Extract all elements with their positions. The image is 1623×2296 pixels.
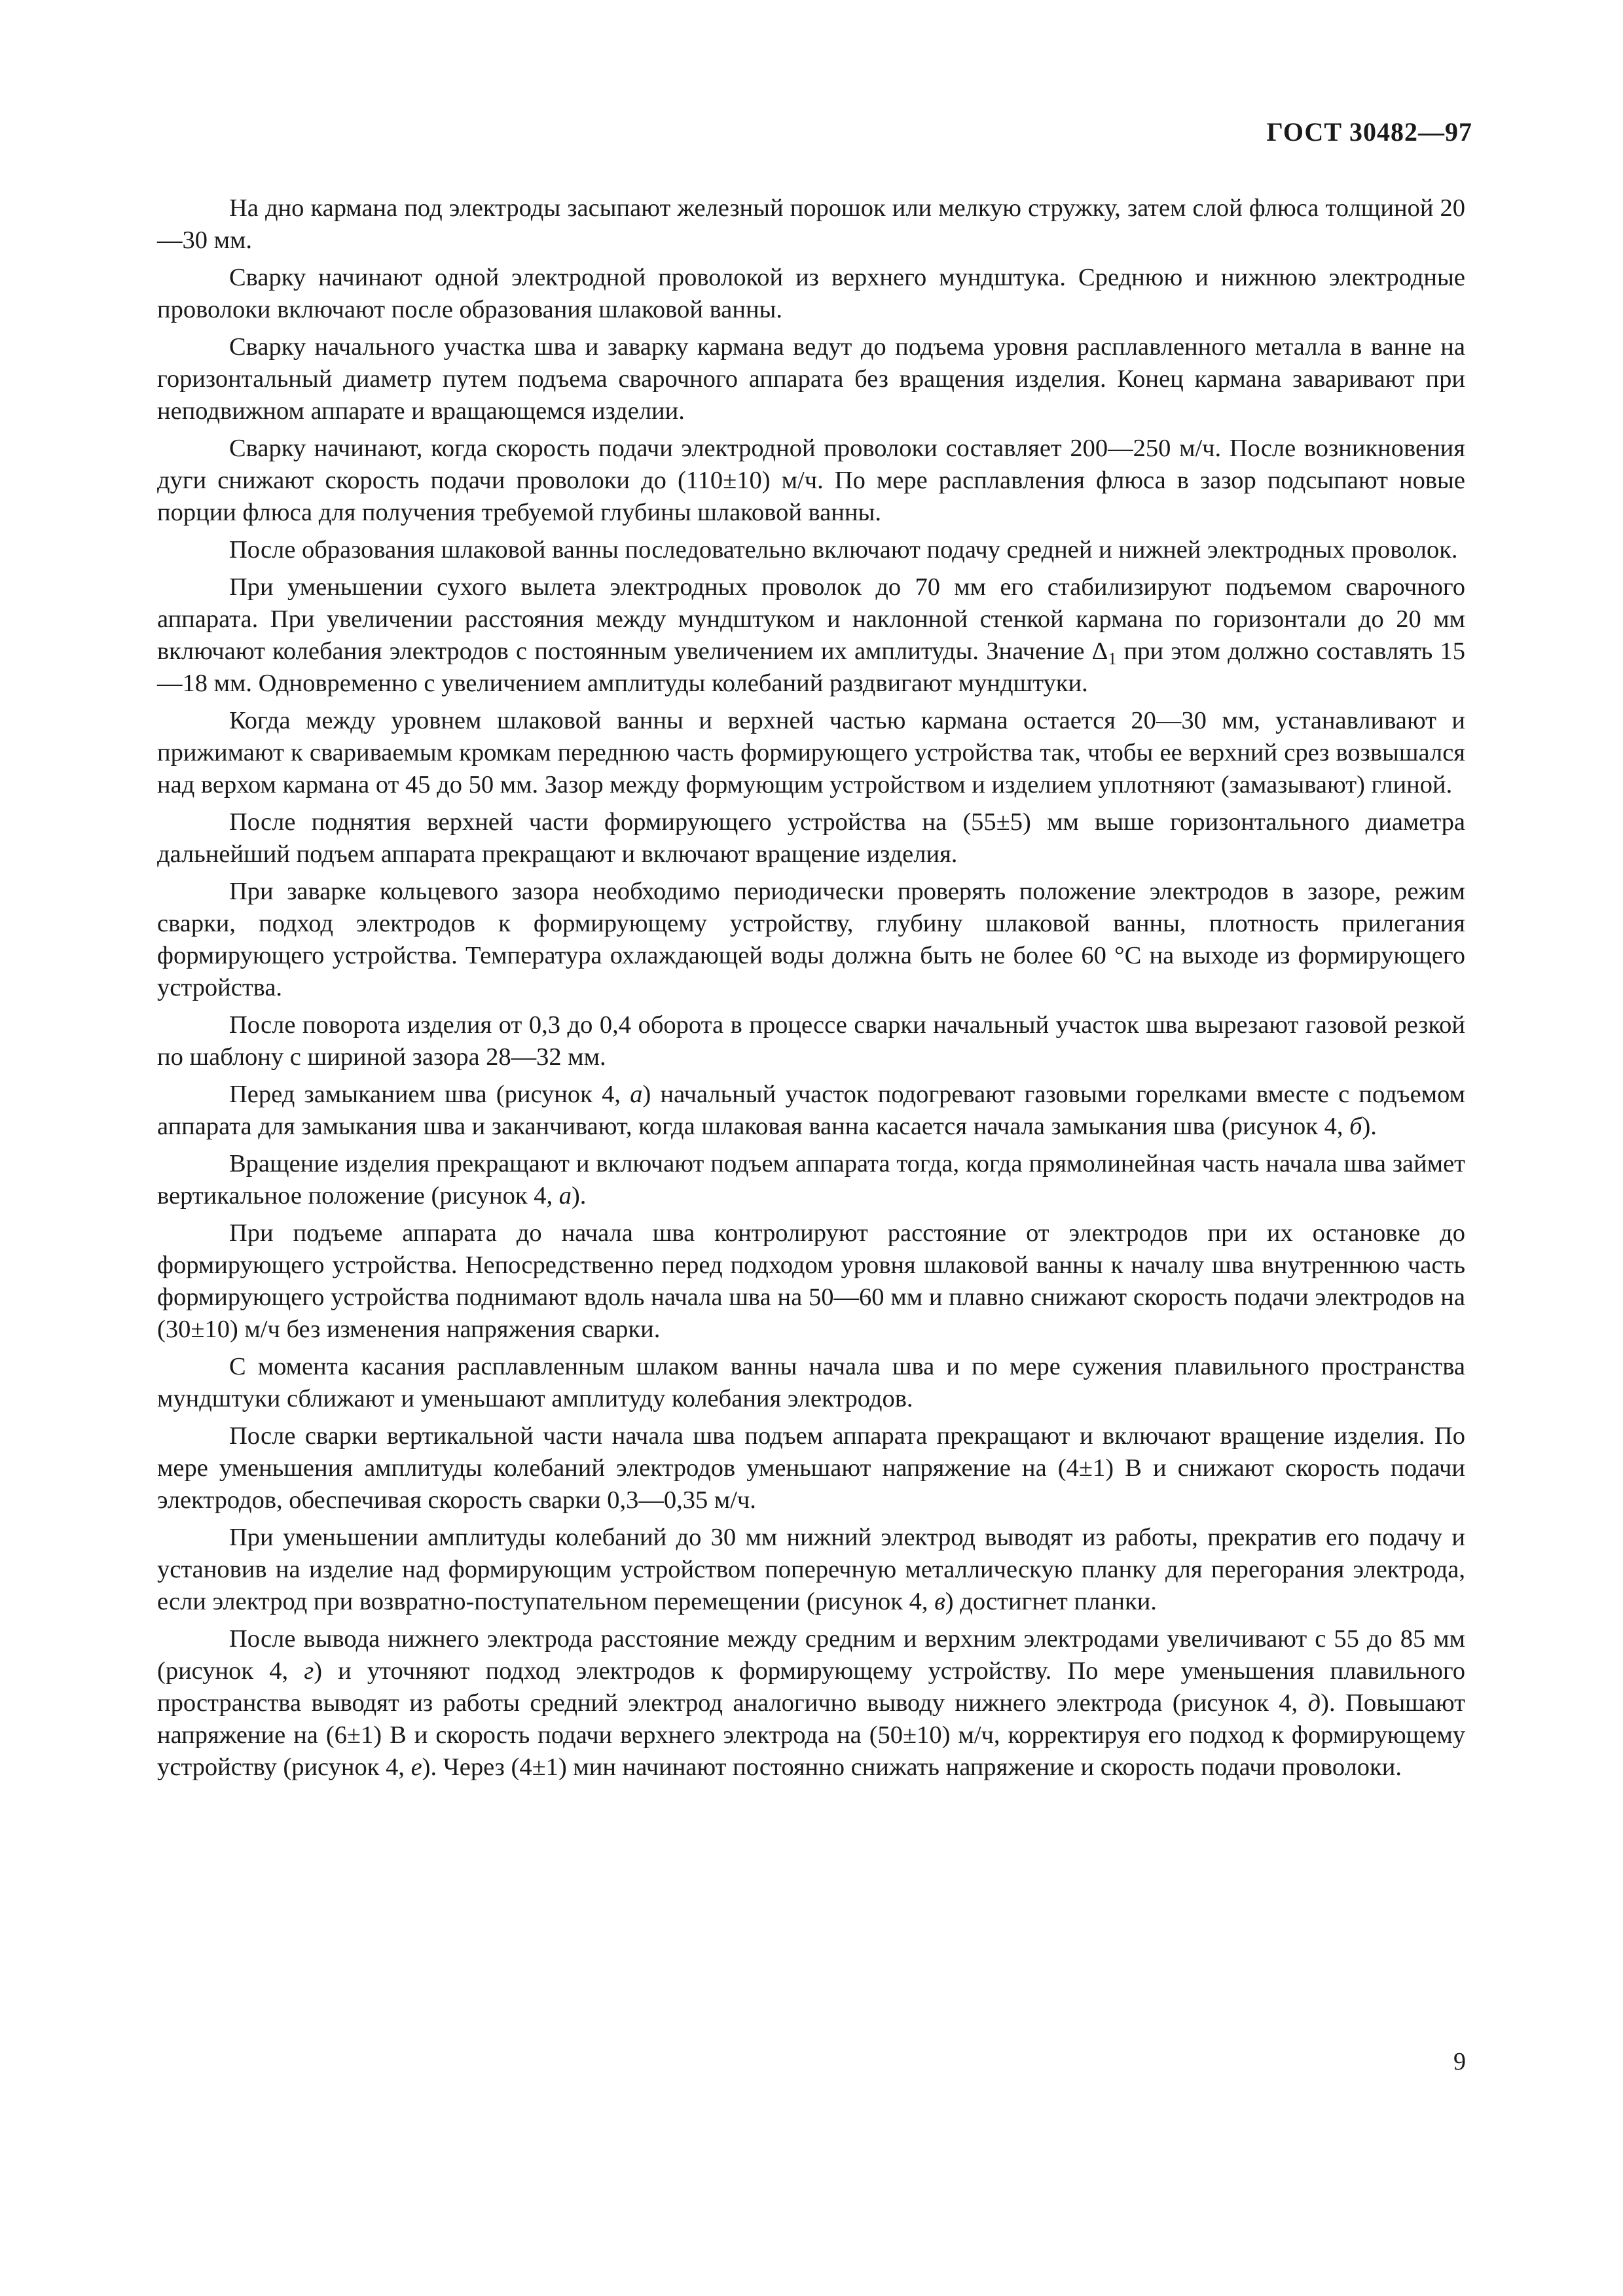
figure-ref-letter: б: [1349, 1113, 1362, 1140]
delta-subscript: 1: [1108, 649, 1117, 668]
paragraph-11-text-c: ).: [1362, 1113, 1377, 1140]
paragraph-1: На дно кармана под электроды засыпают железный порошок или мелкую стружку, затем слой флюса толщиной 20—30 мм.: [157, 194, 1465, 254]
paragraph-12: [157, 1148, 1465, 1212]
paragraph-14: С момента касания расплавленным шлаком ванны начала шва и по мере сужения плавильного пространства мундштуки сближают и уменьшают амплитуду колебания электродов.: [157, 1353, 1465, 1412]
paragraph-6-text-a: При уменьшении сухого вылета электродных проволок до 70 мм его стабилизируют подъемом сварочного аппарата. При увеличении расстояния между мундштуком и наклонной стенкой кармана по горизонтали до 20 мм включают колебания электродов с постоянным увеличением их амплитуды. Значение Δ: [157, 573, 1465, 665]
paragraph-11: [157, 1079, 1465, 1143]
paragraph-12-text-a: Вращение изделия прекращают и включают подъем аппарата тогда, когда прямолинейная часть начала шва займет вертикальное положение (рисунок 4,: [157, 1150, 1465, 1210]
figure-ref-letter: д: [1307, 1689, 1321, 1717]
figure-ref-letter: а: [558, 1182, 572, 1210]
paragraph-12-text-b: ).: [571, 1182, 587, 1210]
paragraph-11-text-a: Перед замыканием шва (рисунок 4,: [229, 1081, 630, 1108]
paragraph-9: При заварке кольцевого зазора необходимо периодически проверять положение электродов в зазоре, режим сварки, подход электродов к формирующему устройству, глубину шлаковой ванны, плотность прилегания формирующего устройства. Температура охлаждающей воды должна быть не более 60 °С на выходе из формирующего устройства.: [157, 878, 1465, 1001]
paragraph-15: После сварки вертикальной части начала шва подъем аппарата прекращают и включают вращение изделия. По мере уменьшения амплитуды колебаний электродов уменьшают напряжение на (4±1) В и снижают скорость подачи электродов, обеспечивая скорость сварки 0,3—0,35 м/ч.: [157, 1422, 1465, 1514]
figure-ref-letter: е: [410, 1753, 422, 1781]
page-number: 9: [1453, 2048, 1466, 2075]
paragraph-11-text-b: ) начальный участок подогревают газовыми горелками вместе с подъемом аппарата для замыкания шва и заканчивают, когда шлаковая ванна касается начала замыкания шва (рисунок 4,: [157, 1081, 1465, 1140]
paragraph-17-text-a: После вывода нижнего электрода расстояние между средним и верхним электродами увеличивают с 55 до 85 мм (рисунок 4,: [157, 1625, 1465, 1685]
figure-ref-letter: г: [304, 1657, 314, 1685]
paragraph-17-text-d: ). Через (4±1) мин начинают постоянно снижать напряжение и скорость подачи проволоки.: [422, 1753, 1402, 1781]
figure-ref-letter: в: [934, 1588, 945, 1615]
figure-ref-letter: а: [630, 1081, 643, 1108]
paragraph-8: После поднятия верхней части формирующего устройства на (55±5) мм выше горизонтального диаметра дальнейший подъем аппарата прекращают и включают вращение изделия.: [157, 808, 1465, 868]
paragraph-6: [157, 571, 1465, 700]
paragraph-7: Когда между уровнем шлаковой ванны и верхней частью кармана остается 20—30 мм, устанавливают и прижимают к свариваемым кромкам переднюю часть формирующего устройства так, чтобы ее верхний срез возвышался над верхом кармана от 45 до 50 мм. Зазор между формующим устройством и изделием уплотняют (замазывают) глиной.: [157, 707, 1465, 798]
paragraph-17: [157, 1623, 1465, 1784]
paragraph-13: При подъеме аппарата до начала шва контролируют расстояние от электродов при их остановке до формирующего устройства. Непосредственно перед подходом уровня шлаковой ванны к началу шва внутреннюю часть формирующего устройства поднимают вдоль начала шва на 50—60 мм и плавно снижают скорость подачи электродов на (30±10) м/ч без изменения напряжения сварки.: [157, 1219, 1465, 1343]
paragraph-4: Сварку начинают, когда скорость подачи электродной проволоки составляет 200—250 м/ч. После возникновения дуги снижают скорость подачи проволоки до (110±10) м/ч. По мере расплавления флюса в зазор подсыпают новые порции флюса для получения требуемой глубины шлаковой ванны.: [157, 435, 1465, 526]
paragraph-16: [157, 1522, 1465, 1618]
paragraph-16-text-a: При уменьшении амплитуды колебаний до 30 мм нижний электрод выводят из работы, прекратив его подачу и установив на изделие над формирующим устройством поперечную металлическую планку для перегорания электрода, если электрод при возвратно-поступательном перемещении (рисунок 4,: [157, 1524, 1465, 1615]
paragraph-17-text-b: ) и уточняют подход электродов к формирующему устройству. По мере уменьшения плавильного пространства выводят из работы средний электрод аналогично выводу нижнего электрода (рисунок 4,: [157, 1657, 1465, 1717]
paragraph-2: Сварку начинают одной электродной проволокой из верхнего мундштука. Среднюю и нижнюю электродные проволоки включают после образования шлаковой ванны.: [157, 264, 1465, 323]
paragraph-5: После образования шлаковой ванны последовательно включают подачу средней и нижней электродных проволок.: [229, 536, 1458, 564]
paragraph-6-text-b: при этом должно составлять 15—18 мм. Одновременно с увеличением амплитуды колебаний раздвигают мундштуки.: [157, 637, 1465, 697]
paragraph-16-text-b: ) достигнет планки.: [945, 1588, 1157, 1615]
paragraph-3: Сварку начального участка шва и заварку кармана ведут до подъема уровня расплавленного металла в ванне на горизонтальный диаметр путем подъема сварочного аппарата без вращения изделия. Конец кармана заваривают при неподвижном аппарате и вращающемся изделии.: [157, 333, 1465, 425]
paragraph-17-text-c: ). Повышают напряжение на (6±1) В и скорость подачи верхнего электрода на (50±10) м/ч, корректируя его подход к формирующему устройству (рисунок 4,: [157, 1689, 1465, 1781]
paragraph-10: После поворота изделия от 0,3 до 0,4 оборота в процессе сварки начальный участок шва вырезают газовой резкой по шаблону с шириной зазора 28—32 мм.: [157, 1011, 1465, 1071]
document-standard-code: ГОСТ 30482—97: [1266, 117, 1472, 147]
body-text: [157, 192, 1465, 1789]
